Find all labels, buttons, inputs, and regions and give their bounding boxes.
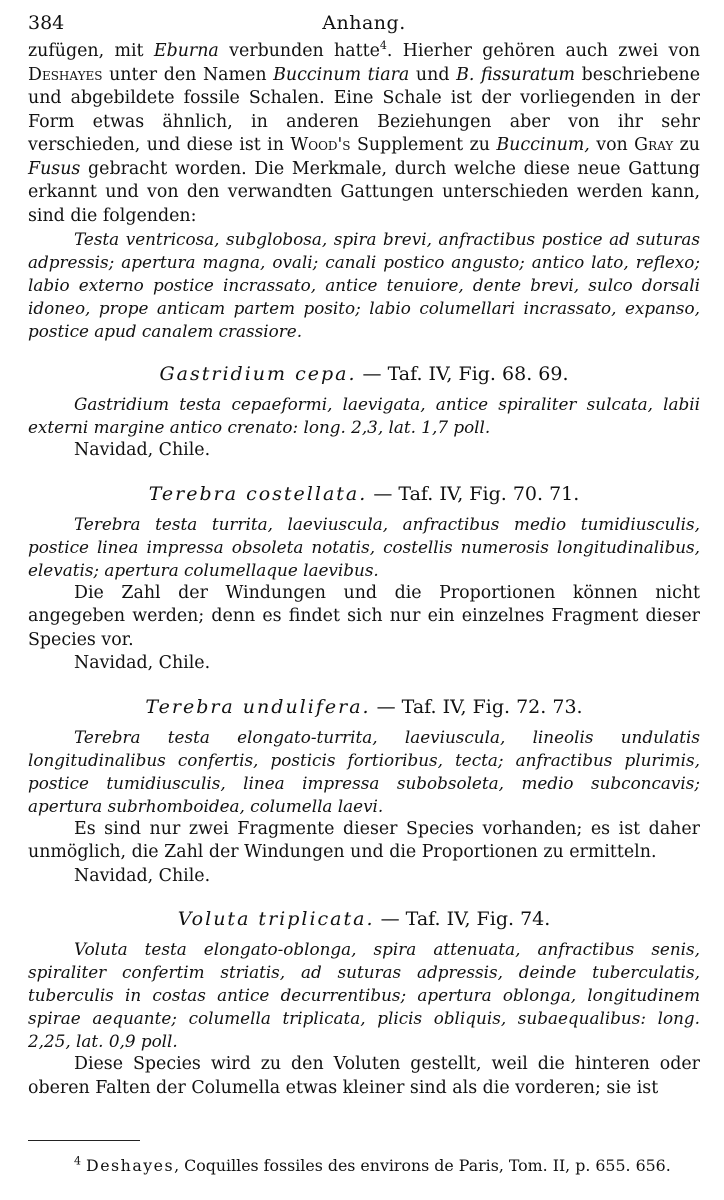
species-locality: Navidad, Chile. bbox=[74, 653, 211, 673]
author-wood: Wood's bbox=[290, 135, 351, 155]
intro-paragraph: zufügen, mit Eburna verbunden hatte$^4$. Hierher gehören auch zwei von Deshayes unter den Namen Buccinum tiara und B. fissuratum beschriebene und abgebildete fossile Schalen. Eine Schale ist der vorliegenden in der Form etwas ähnlich, in anderen Beziehungen aber von ihr sehr verschieden, und diese ist in Wood's Supplement zu Buccinum, von Gray zu Fusus gebracht worden. Die Merkmale, durch welche diese neue Gattung erkannt und von den verwandten Gattungen unterschieden werden kann, sind die folgenden: bbox=[28, 39, 701, 226]
species-remark: Es sind nur zwei Fragmente dieser Species vorhanden; es ist daher unmöglich, die Zahl der Windungen und die Proportionen zu ermitteln. bbox=[28, 818, 700, 862]
footnote-rule bbox=[28, 1140, 140, 1141]
taxon-buccinum: Buccinum, bbox=[496, 135, 590, 155]
species-remark: Diese Species wird zu den Voluten gestellt, weil die hinteren oder oberen Falten der Columella etwas kleiner sind als die vorderen; sie ist bbox=[28, 1054, 700, 1098]
plate-reference: — Taf. IV, Fig. 70. 71. bbox=[373, 482, 580, 505]
taxon-fusus: Fusus bbox=[28, 158, 81, 179]
taxon-b-fissuratum: B. fissuratum bbox=[456, 64, 576, 85]
footnote bbox=[28, 1155, 700, 1177]
plate-reference: — Taf. IV, Fig. 72. 73. bbox=[376, 695, 583, 718]
species-diagnosis: Terebra testa elongato-turrita, laeviuscula, lineolis undulatis longitudinalibus confertis, posticis fortioribus, tecta; anfractibus plurimis, postice tumidiusculis, linea impressa subobsoleta, medio subconcavis; apertura subrhomboidea, columella laevi. bbox=[28, 726, 700, 816]
species-diagnosis: Voluta testa elongato-oblonga, spira attenuata, anfractibus senis, spiraliter confertim striatis, ad suturas adpressis, deinde tuberculatis, tuberculis in costas antice decurrentibus; apertura oblonga, longitudinem spirae aequante; columella triplicata, plicis obliquis, subaequalibus: long. 2,25, lat. 0,9 poll. bbox=[28, 939, 700, 1051]
species-locality: Navidad, Chile. bbox=[74, 865, 211, 886]
page-number: 384 bbox=[28, 12, 65, 34]
page-body bbox=[28, 6, 700, 1100]
footnote-ref[interactable]: 4 bbox=[379, 39, 387, 53]
species-heading bbox=[28, 481, 700, 507]
running-head bbox=[28, 6, 700, 40]
species-remark: Die Zahl der Windungen und die Proportionen können nicht angegeben werden; denn es findet sich nur ein einzelnes Fragment dieser Species vor. bbox=[28, 582, 700, 650]
author-gray: Gray bbox=[634, 135, 674, 155]
species-name: Gastridium cepa. bbox=[159, 363, 357, 385]
taxon-eburna: Eburna bbox=[153, 41, 219, 61]
plate-reference: — Taf. IV, Fig. 68. 69. bbox=[362, 363, 569, 385]
species-name: Voluta triplicata. bbox=[177, 908, 375, 930]
author-deshayes: Deshayes bbox=[28, 64, 103, 85]
species-locality: Navidad, Chile. bbox=[74, 440, 211, 460]
footnote-marker: 4 bbox=[74, 1154, 81, 1168]
species-heading bbox=[28, 906, 700, 932]
taxon-buccinum-tiara: Buccinum tiara bbox=[273, 64, 410, 85]
species-heading bbox=[28, 694, 700, 720]
species-heading bbox=[28, 361, 700, 387]
species-name: Terebra undulifera. bbox=[145, 695, 371, 718]
plate-reference: — Taf. IV, Fig. 74. bbox=[380, 908, 551, 930]
footnote-text: , Coquilles fossiles des environs de Paris, Tom. II, p. 655. 656. bbox=[174, 1156, 671, 1175]
species-name: Terebra costellata. bbox=[148, 482, 368, 505]
species-diagnosis: Gastridium testa cepaeformi, laevigata, antice spiraliter sulcata, labii externi margine antico crenato: long. 2,3, lat. 1,7 poll. bbox=[28, 394, 700, 437]
running-title: Anhang. bbox=[322, 12, 406, 34]
genus-diagnosis: Testa ventricosa, subglobosa, spira brevi, anfractibus postice ad suturas adpressis; apertura magna, ovali; canali postico angusto; antico lato, reflexo; labio externo postice incrassato, antice tenuiore, dente brevi, sulco dorsali idoneo, prope anticam partem posito; labio columellari incrassato, expanso, postice apud canalem crassiore. bbox=[28, 229, 700, 341]
species-diagnosis: Terebra testa turrita, laeviuscula, anfractibus medio tumidiusculis, postice linea impressa obsoleta notatis, costellis numerosis longitudinalibus, elevatis; apertura columellaque laevibus. bbox=[28, 513, 700, 580]
footnote-author: Deshayes bbox=[86, 1156, 175, 1175]
